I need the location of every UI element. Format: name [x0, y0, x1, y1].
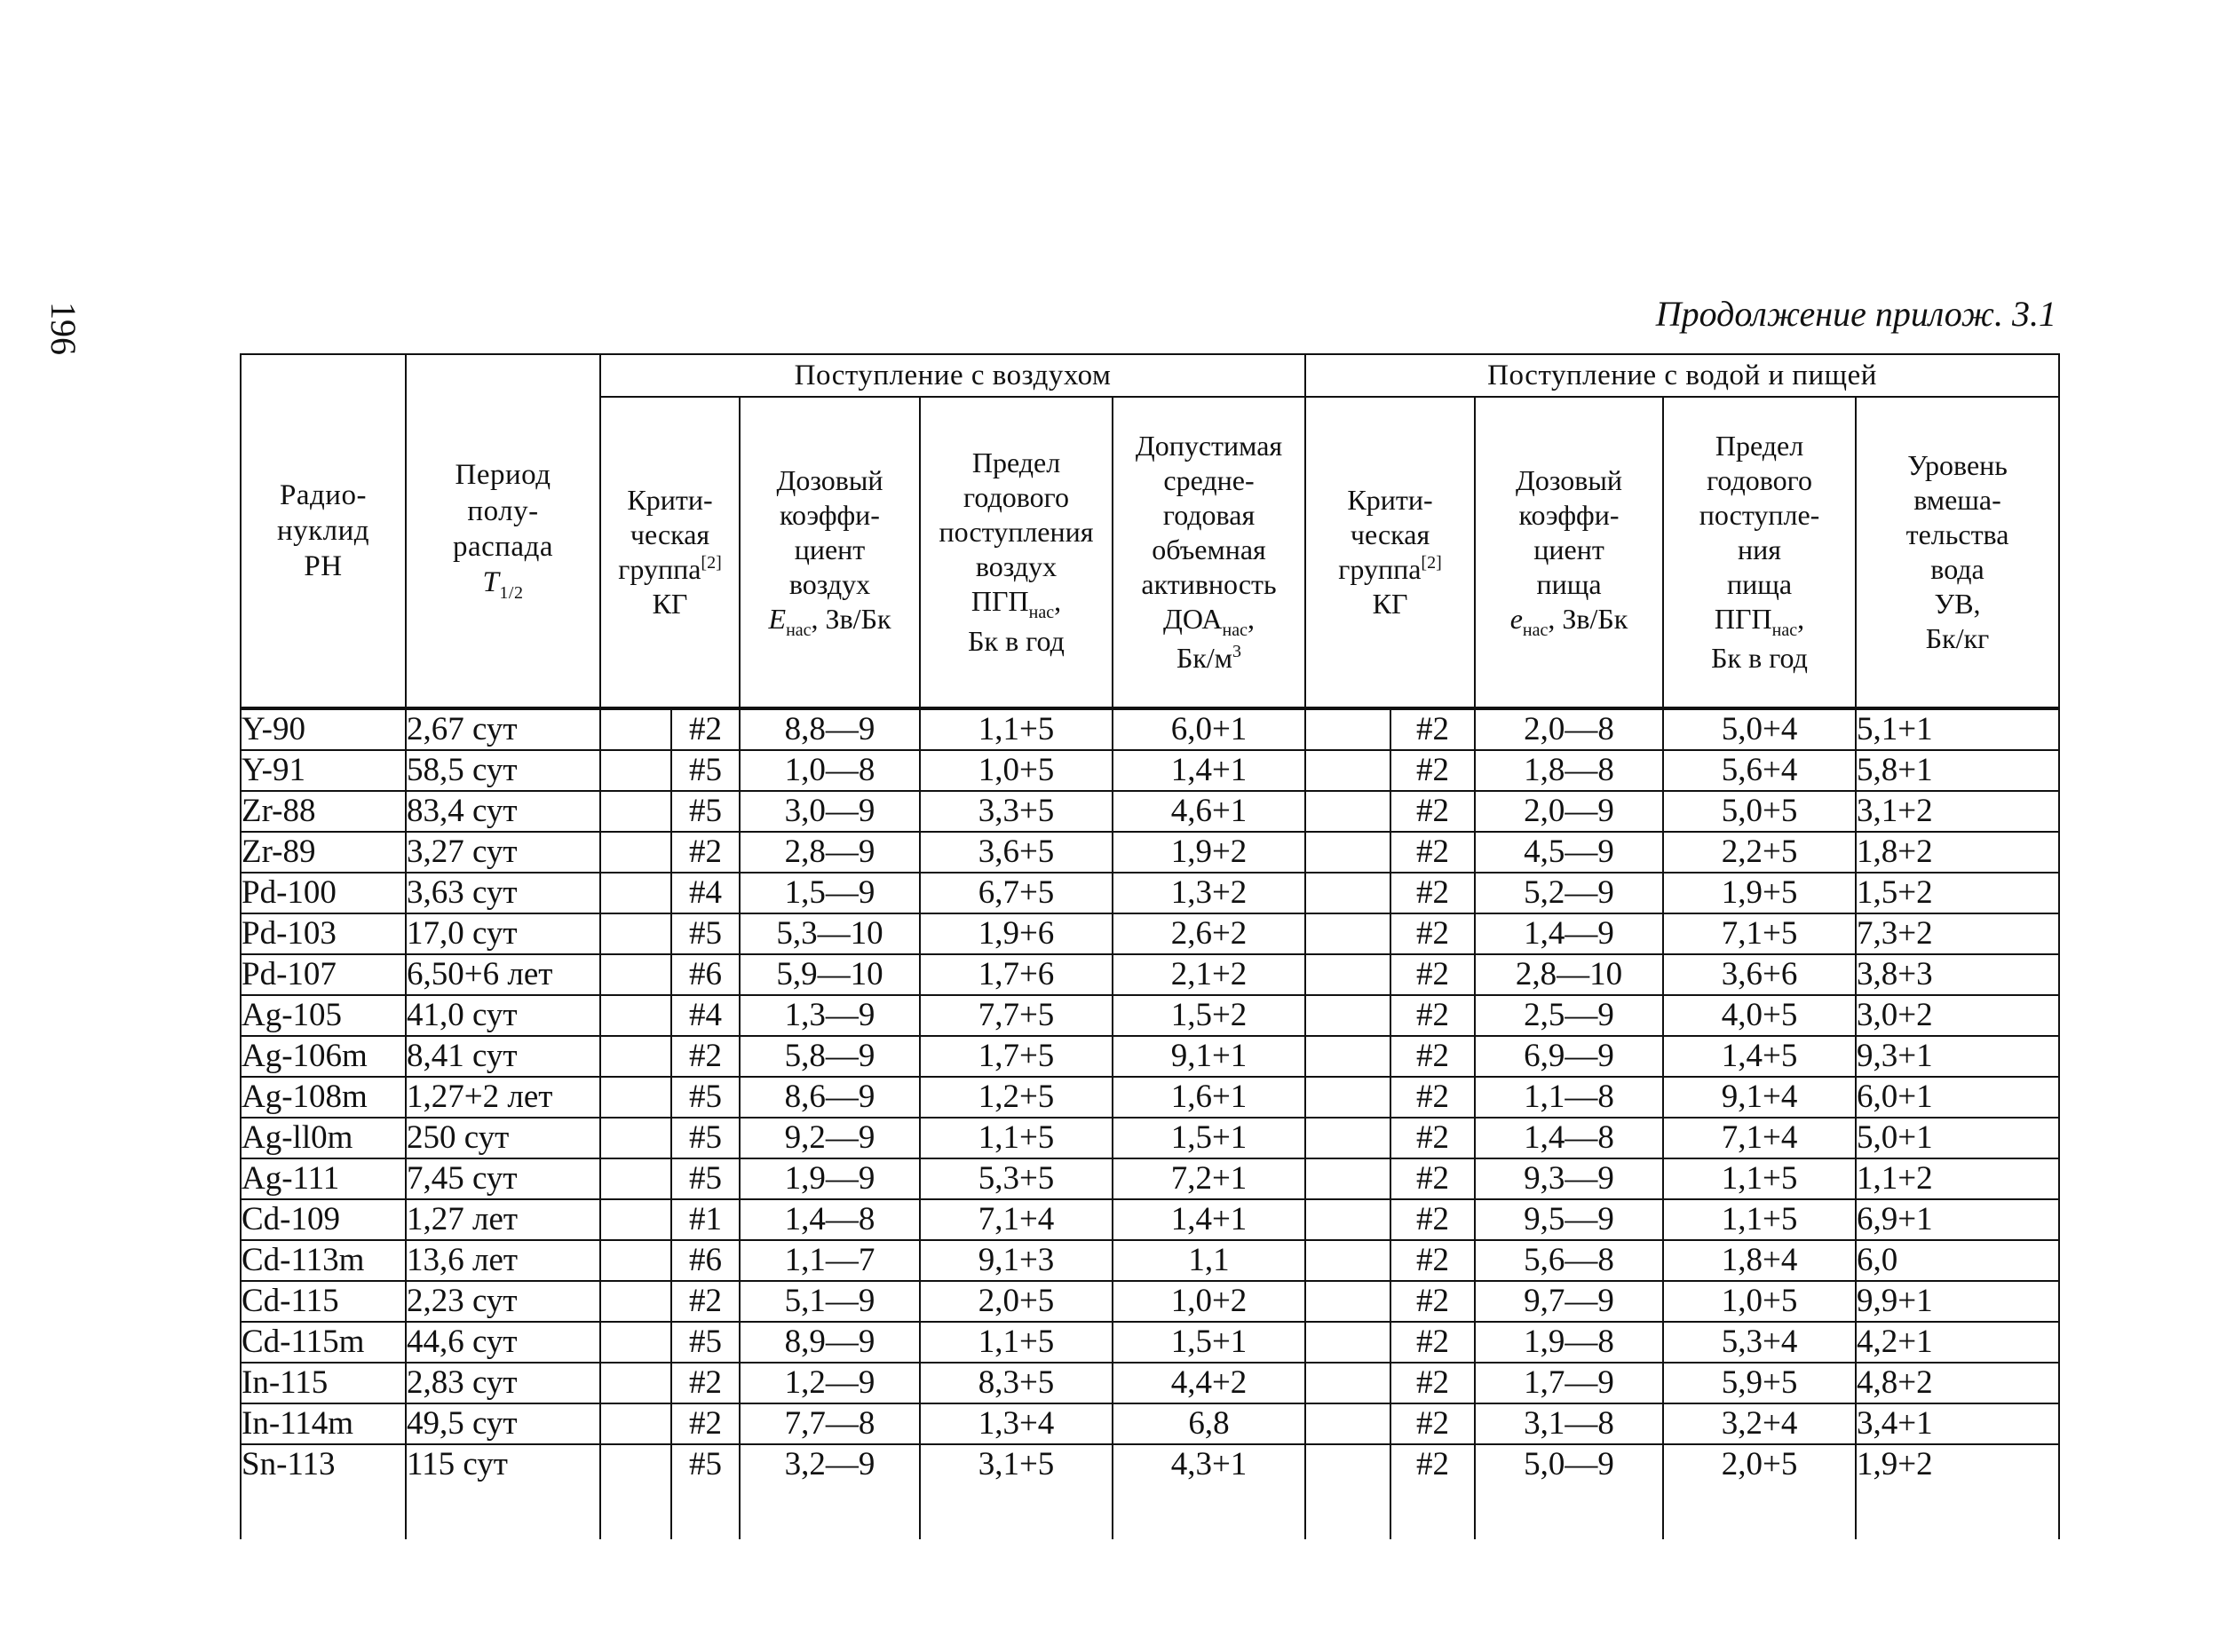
cell-intervention-level: 6,0 — [1856, 1240, 2059, 1281]
cell-half-life: 250 сут — [406, 1118, 600, 1158]
tail-cell — [406, 1484, 600, 1539]
cell-half-life: 6,50+6 лет — [406, 954, 600, 995]
cell-intake-limit-food: 3,6+6 — [1663, 954, 1856, 995]
cell-intake-limit-air: 9,1+3 — [920, 1240, 1113, 1281]
cell-dose-coef-air: 1,9—9 — [740, 1158, 920, 1199]
cell-dose-coef-food: 6,9—9 — [1475, 1036, 1663, 1077]
cell-intervention-level: 6,9+1 — [1856, 1199, 2059, 1240]
cell-dose-coef-air: 1,3—9 — [740, 995, 920, 1036]
cell-spacer — [600, 913, 671, 954]
cell-intervention-level: 6,0+1 — [1856, 1077, 2059, 1118]
cell-spacer — [600, 1240, 671, 1281]
cell-intervention-level: 3,0+2 — [1856, 995, 2059, 1036]
cell-crit-group-water: #2 — [1390, 1036, 1475, 1077]
cell-nuclide: In-114m — [241, 1403, 406, 1444]
cell-dose-coef-air: 5,3—10 — [740, 913, 920, 954]
cell-intervention-level: 1,5+2 — [1856, 873, 2059, 913]
cell-dose-coef-food: 1,7—9 — [1475, 1363, 1663, 1403]
cell-intake-limit-food: 2,2+5 — [1663, 832, 1856, 873]
cell-half-life: 8,41 сут — [406, 1036, 600, 1077]
cell-intervention-level: 7,3+2 — [1856, 913, 2059, 954]
cell-crit-group-air: #2 — [671, 708, 740, 750]
cell-intake-limit-air: 2,0+5 — [920, 1281, 1113, 1322]
cell-spacer — [1305, 1158, 1390, 1199]
table-row — [241, 1118, 2059, 1158]
cell-nuclide: Cd-109 — [241, 1199, 406, 1240]
cell-allowed-activity: 1,5+2 — [1113, 995, 1305, 1036]
cell-intervention-level: 5,0+1 — [1856, 1118, 2059, 1158]
cell-allowed-activity: 1,9+2 — [1113, 832, 1305, 873]
cell-intake-limit-air: 1,7+6 — [920, 954, 1113, 995]
cell-spacer — [600, 1077, 671, 1118]
cell-intake-limit-air: 5,3+5 — [920, 1158, 1113, 1199]
cell-intake-limit-food: 1,1+5 — [1663, 1199, 1856, 1240]
cell-intervention-level: 9,3+1 — [1856, 1036, 2059, 1077]
cell-crit-group-water: #2 — [1390, 1444, 1475, 1484]
cell-allowed-activity: 6,0+1 — [1113, 708, 1305, 750]
cell-spacer — [600, 873, 671, 913]
cell-spacer — [600, 750, 671, 791]
cell-nuclide: Ag-108m — [241, 1077, 406, 1118]
cell-spacer — [1305, 708, 1390, 750]
cell-half-life: 83,4 сут — [406, 791, 600, 832]
cell-spacer — [1305, 750, 1390, 791]
cell-crit-group-water: #2 — [1390, 1077, 1475, 1118]
cell-dose-coef-food: 2,0—9 — [1475, 791, 1663, 832]
cell-intake-limit-food: 1,9+5 — [1663, 873, 1856, 913]
cell-dose-coef-food: 5,0—9 — [1475, 1444, 1663, 1484]
cell-spacer — [1305, 1036, 1390, 1077]
cell-intervention-level: 1,9+2 — [1856, 1444, 2059, 1484]
cell-crit-group-air: #4 — [671, 873, 740, 913]
cell-allowed-activity: 6,8 — [1113, 1403, 1305, 1444]
cell-intake-limit-food: 4,0+5 — [1663, 995, 1856, 1036]
cell-crit-group-air: #5 — [671, 791, 740, 832]
cell-allowed-activity: 9,1+1 — [1113, 1036, 1305, 1077]
cell-half-life: 2,83 сут — [406, 1363, 600, 1403]
cell-intake-limit-air: 6,7+5 — [920, 873, 1113, 913]
table-row — [241, 1240, 2059, 1281]
cell-crit-group-water: #2 — [1390, 1158, 1475, 1199]
cell-dose-coef-air: 3,0—9 — [740, 791, 920, 832]
cell-spacer — [600, 708, 671, 750]
cell-crit-group-air: #2 — [671, 1036, 740, 1077]
cell-half-life: 1,27+2 лет — [406, 1077, 600, 1118]
cell-intake-limit-air: 8,3+5 — [920, 1363, 1113, 1403]
cell-spacer — [1305, 1444, 1390, 1484]
cell-half-life: 1,27 лет — [406, 1199, 600, 1240]
cell-dose-coef-air: 1,2—9 — [740, 1363, 920, 1403]
table-body — [241, 708, 2059, 1539]
cell-nuclide: Cd-115m — [241, 1322, 406, 1363]
header-intake-limit-air: Предел годового поступления воздух $ПГП_{нас}$, Бк в год — [920, 397, 1113, 708]
cell-dose-coef-food: 2,0—8 — [1475, 708, 1663, 750]
cell-spacer — [600, 954, 671, 995]
table-row — [241, 873, 2059, 913]
cell-dose-coef-food: 5,2—9 — [1475, 873, 1663, 913]
cell-intervention-level: 3,8+3 — [1856, 954, 2059, 995]
table-row — [241, 913, 2059, 954]
cell-allowed-activity: 1,5+1 — [1113, 1118, 1305, 1158]
cell-spacer — [600, 1199, 671, 1240]
cell-nuclide: Zr-88 — [241, 791, 406, 832]
table-row — [241, 708, 2059, 750]
cell-intervention-level: 4,2+1 — [1856, 1322, 2059, 1363]
cell-crit-group-water: #2 — [1390, 832, 1475, 873]
cell-dose-coef-air: 8,6—9 — [740, 1077, 920, 1118]
cell-dose-coef-food: 3,1—8 — [1475, 1403, 1663, 1444]
cell-half-life: 58,5 сут — [406, 750, 600, 791]
cell-dose-coef-air: 7,7—8 — [740, 1403, 920, 1444]
cell-dose-coef-air: 2,8—9 — [740, 832, 920, 873]
table-row — [241, 1077, 2059, 1118]
cell-intervention-level: 5,8+1 — [1856, 750, 2059, 791]
cell-half-life: 13,6 лет — [406, 1240, 600, 1281]
cell-intervention-level: 3,4+1 — [1856, 1403, 2059, 1444]
group-header-row — [241, 354, 2059, 397]
header-crit-group-water: Крити- ческая группа[2] КГ — [1305, 397, 1475, 708]
cell-intervention-level: 1,8+2 — [1856, 832, 2059, 873]
cell-intervention-level: 4,8+2 — [1856, 1363, 2059, 1403]
cell-dose-coef-food: 1,4—8 — [1475, 1118, 1663, 1158]
table-row — [241, 1403, 2059, 1444]
cell-dose-coef-air: 8,9—9 — [740, 1322, 920, 1363]
cell-crit-group-water: #2 — [1390, 1240, 1475, 1281]
tail-cell — [1390, 1484, 1475, 1539]
cell-intake-limit-food: 5,0+4 — [1663, 708, 1856, 750]
page-number: 196 — [44, 302, 83, 355]
cell-intake-limit-food: 5,0+5 — [1663, 791, 1856, 832]
tail-cell — [1856, 1484, 2059, 1539]
cell-allowed-activity: 2,1+2 — [1113, 954, 1305, 995]
table-row — [241, 995, 2059, 1036]
cell-crit-group-air: #2 — [671, 1281, 740, 1322]
cell-crit-group-air: #2 — [671, 1363, 740, 1403]
cell-nuclide: Pd-103 — [241, 913, 406, 954]
cell-nuclide: Y-90 — [241, 708, 406, 750]
cell-spacer — [600, 791, 671, 832]
cell-spacer — [600, 1403, 671, 1444]
cell-half-life: 7,45 сут — [406, 1158, 600, 1199]
cell-intake-limit-air: 1,1+5 — [920, 1322, 1113, 1363]
cell-spacer — [600, 1036, 671, 1077]
cell-dose-coef-food: 4,5—9 — [1475, 832, 1663, 873]
cell-dose-coef-air: 5,1—9 — [740, 1281, 920, 1322]
cell-spacer — [1305, 1403, 1390, 1444]
cell-crit-group-water: #2 — [1390, 1403, 1475, 1444]
cell-nuclide: Ag-106m — [241, 1036, 406, 1077]
cell-dose-coef-food: 2,5—9 — [1475, 995, 1663, 1036]
cell-intake-limit-air: 1,0+5 — [920, 750, 1113, 791]
cell-crit-group-air: #5 — [671, 1077, 740, 1118]
cell-crit-group-water: #2 — [1390, 1199, 1475, 1240]
cell-dose-coef-food: 9,3—9 — [1475, 1158, 1663, 1199]
cell-spacer — [1305, 1240, 1390, 1281]
cell-half-life: 3,63 сут — [406, 873, 600, 913]
cell-crit-group-air: #4 — [671, 995, 740, 1036]
cell-intake-limit-food: 7,1+4 — [1663, 1118, 1856, 1158]
cell-allowed-activity: 1,3+2 — [1113, 873, 1305, 913]
cell-crit-group-water: #2 — [1390, 995, 1475, 1036]
cell-intervention-level: 1,1+2 — [1856, 1158, 2059, 1199]
table-row — [241, 1444, 2059, 1484]
cell-nuclide: Ag-111 — [241, 1158, 406, 1199]
cell-crit-group-water: #2 — [1390, 750, 1475, 791]
group-air: Поступление с воздухом — [600, 354, 1305, 397]
table-row — [241, 1158, 2059, 1199]
cell-intervention-level: 9,9+1 — [1856, 1281, 2059, 1322]
cell-spacer — [1305, 1118, 1390, 1158]
cell-spacer — [1305, 1281, 1390, 1322]
cell-dose-coef-air: 3,2—9 — [740, 1444, 920, 1484]
cell-allowed-activity: 1,0+2 — [1113, 1281, 1305, 1322]
cell-half-life: 41,0 сут — [406, 995, 600, 1036]
cell-intake-limit-food: 5,9+5 — [1663, 1363, 1856, 1403]
cell-dose-coef-food: 5,6—8 — [1475, 1240, 1663, 1281]
cell-intake-limit-food: 1,1+5 — [1663, 1158, 1856, 1199]
cell-spacer — [1305, 1199, 1390, 1240]
cell-intake-limit-air: 1,1+5 — [920, 1118, 1113, 1158]
cell-dose-coef-air: 1,4—8 — [740, 1199, 920, 1240]
cell-half-life: 2,67 сут — [406, 708, 600, 750]
cell-spacer — [1305, 1077, 1390, 1118]
cell-spacer — [1305, 913, 1390, 954]
cell-intake-limit-air: 1,3+4 — [920, 1403, 1113, 1444]
cell-dose-coef-food: 1,1—8 — [1475, 1077, 1663, 1118]
cell-spacer — [1305, 791, 1390, 832]
header-nuclide: Радио- нуклид РН — [241, 354, 406, 708]
table-row — [241, 1363, 2059, 1403]
cell-nuclide: Ag-105 — [241, 995, 406, 1036]
cell-half-life: 115 сут — [406, 1444, 600, 1484]
cell-intake-limit-air: 7,1+4 — [920, 1199, 1113, 1240]
cell-intake-limit-food: 3,2+4 — [1663, 1403, 1856, 1444]
tail-cell — [241, 1484, 406, 1539]
cell-allowed-activity: 1,6+1 — [1113, 1077, 1305, 1118]
cell-allowed-activity: 1,4+1 — [1113, 750, 1305, 791]
cell-allowed-activity: 4,6+1 — [1113, 791, 1305, 832]
cell-allowed-activity: 4,3+1 — [1113, 1444, 1305, 1484]
cell-dose-coef-air: 1,1—7 — [740, 1240, 920, 1281]
cell-spacer — [1305, 954, 1390, 995]
cell-crit-group-air: #5 — [671, 1444, 740, 1484]
header-allowed-activity: Допустимая средне- годовая объемная активность $ДОА_{нас}$, $Бк/м^3$ — [1113, 397, 1305, 708]
cell-nuclide: In-115 — [241, 1363, 406, 1403]
cell-crit-group-water: #2 — [1390, 1363, 1475, 1403]
cell-intake-limit-food: 1,8+4 — [1663, 1240, 1856, 1281]
cell-intake-limit-air: 1,7+5 — [920, 1036, 1113, 1077]
table-row — [241, 954, 2059, 995]
cell-spacer — [1305, 995, 1390, 1036]
cell-intake-limit-air: 1,9+6 — [920, 913, 1113, 954]
tail-cell — [1663, 1484, 1856, 1539]
cell-intake-limit-air: 3,1+5 — [920, 1444, 1113, 1484]
cell-crit-group-water: #2 — [1390, 954, 1475, 995]
table-row — [241, 1322, 2059, 1363]
cell-dose-coef-food: 1,4—9 — [1475, 913, 1663, 954]
cell-intake-limit-food: 2,0+5 — [1663, 1444, 1856, 1484]
cell-crit-group-air: #5 — [671, 1322, 740, 1363]
cell-nuclide: Pd-107 — [241, 954, 406, 995]
header-half-life: Период полу- распада $T_{1/2}$ — [406, 354, 600, 708]
cell-spacer — [1305, 1363, 1390, 1403]
cell-nuclide: Zr-89 — [241, 832, 406, 873]
tail-cell — [1475, 1484, 1663, 1539]
header-dose-coef-air: Дозовый коэффи- циент воздух $E_{нас}$, Зв/Бк — [740, 397, 920, 708]
cell-intake-limit-air: 7,7+5 — [920, 995, 1113, 1036]
cell-spacer — [600, 1281, 671, 1322]
cell-allowed-activity: 2,6+2 — [1113, 913, 1305, 954]
tail-cell — [671, 1484, 740, 1539]
cell-dose-coef-air: 5,9—10 — [740, 954, 920, 995]
header-intervention-level: Уровень вмеша- тельства вода УВ, Бк/кг — [1856, 397, 2059, 708]
cell-spacer — [1305, 1322, 1390, 1363]
cell-crit-group-water: #2 — [1390, 1322, 1475, 1363]
cell-crit-group-air: #5 — [671, 1158, 740, 1199]
cell-nuclide: Ag-ll0m — [241, 1118, 406, 1158]
cell-spacer — [1305, 873, 1390, 913]
table-row — [241, 1281, 2059, 1322]
header-dose-coef-food: Дозовый коэффи- циент пища $e_{нас}$, Зв/Бк — [1475, 397, 1663, 708]
cell-half-life: 2,23 сут — [406, 1281, 600, 1322]
cell-nuclide: Pd-100 — [241, 873, 406, 913]
cell-intake-limit-food: 1,0+5 — [1663, 1281, 1856, 1322]
cell-spacer — [600, 995, 671, 1036]
cell-nuclide: Y-91 — [241, 750, 406, 791]
cell-crit-group-water: #2 — [1390, 1281, 1475, 1322]
cell-nuclide: Cd-115 — [241, 1281, 406, 1322]
tail-cell — [740, 1484, 920, 1539]
cell-allowed-activity: 1,5+1 — [1113, 1322, 1305, 1363]
cell-dose-coef-food: 2,8—10 — [1475, 954, 1663, 995]
cell-nuclide: Cd-113m — [241, 1240, 406, 1281]
group-water-food: Поступление с водой и пищей — [1305, 354, 2059, 397]
cell-dose-coef-air: 8,8—9 — [740, 708, 920, 750]
cell-half-life: 44,6 сут — [406, 1322, 600, 1363]
cell-intervention-level: 3,1+2 — [1856, 791, 2059, 832]
cell-intake-limit-food: 5,6+4 — [1663, 750, 1856, 791]
cell-crit-group-air: #6 — [671, 954, 740, 995]
cell-intake-limit-food: 7,1+5 — [1663, 913, 1856, 954]
cell-crit-group-air: #5 — [671, 750, 740, 791]
cell-dose-coef-air: 1,0—8 — [740, 750, 920, 791]
cell-dose-coef-food: 1,8—8 — [1475, 750, 1663, 791]
cell-dose-coef-food: 9,5—9 — [1475, 1199, 1663, 1240]
cell-dose-coef-food: 1,9—8 — [1475, 1322, 1663, 1363]
cell-spacer — [600, 1158, 671, 1199]
cell-allowed-activity: 4,4+2 — [1113, 1363, 1305, 1403]
table-tail — [241, 1484, 2059, 1539]
cell-intake-limit-air: 3,6+5 — [920, 832, 1113, 873]
data-table — [240, 353, 2060, 1539]
cell-spacer — [600, 1444, 671, 1484]
cell-intake-limit-food: 9,1+4 — [1663, 1077, 1856, 1118]
cell-crit-group-air: #5 — [671, 1118, 740, 1158]
cell-half-life: 17,0 сут — [406, 913, 600, 954]
cell-intake-limit-air: 1,1+5 — [920, 708, 1113, 750]
cell-intake-limit-food: 5,3+4 — [1663, 1322, 1856, 1363]
cell-crit-group-air: #6 — [671, 1240, 740, 1281]
cell-intake-limit-air: 1,2+5 — [920, 1077, 1113, 1118]
tail-cell — [1305, 1484, 1390, 1539]
cell-intervention-level: 5,1+1 — [1856, 708, 2059, 750]
cell-spacer — [600, 832, 671, 873]
table-row — [241, 1199, 2059, 1240]
cell-allowed-activity: 1,1 — [1113, 1240, 1305, 1281]
cell-crit-group-air: #5 — [671, 913, 740, 954]
cell-crit-group-air: #2 — [671, 832, 740, 873]
cell-crit-group-water: #2 — [1390, 913, 1475, 954]
header-intake-limit-food: Предел годового поступле- ния пища $ПГП_{нас}$, Бк в год — [1663, 397, 1856, 708]
cell-dose-coef-air: 5,8—9 — [740, 1036, 920, 1077]
cell-spacer — [600, 1363, 671, 1403]
header-crit-group-air: Крити- ческая группа[2] КГ — [600, 397, 740, 708]
cell-crit-group-water: #2 — [1390, 873, 1475, 913]
cell-spacer — [600, 1118, 671, 1158]
tail-cell — [600, 1484, 671, 1539]
cell-dose-coef-air: 9,2—9 — [740, 1118, 920, 1158]
table-row — [241, 1036, 2059, 1077]
table-row — [241, 791, 2059, 832]
table-row — [241, 832, 2059, 873]
cell-crit-group-air: #1 — [671, 1199, 740, 1240]
tail-cell — [1113, 1484, 1305, 1539]
cell-half-life: 3,27 сут — [406, 832, 600, 873]
cell-dose-coef-air: 1,5—9 — [740, 873, 920, 913]
cell-nuclide: Sn-113 — [241, 1444, 406, 1484]
cell-intake-limit-air: 3,3+5 — [920, 791, 1113, 832]
cell-allowed-activity: 1,4+1 — [1113, 1199, 1305, 1240]
tail-cell — [920, 1484, 1113, 1539]
cell-spacer — [600, 1322, 671, 1363]
continuation-caption: Продолжение прилож. 3.1 — [1655, 294, 2056, 334]
cell-crit-group-water: #2 — [1390, 1118, 1475, 1158]
cell-crit-group-air: #2 — [671, 1403, 740, 1444]
cell-half-life: 49,5 сут — [406, 1403, 600, 1444]
cell-dose-coef-food: 9,7—9 — [1475, 1281, 1663, 1322]
cell-allowed-activity: 7,2+1 — [1113, 1158, 1305, 1199]
table-row — [241, 750, 2059, 791]
cell-crit-group-water: #2 — [1390, 791, 1475, 832]
cell-spacer — [1305, 832, 1390, 873]
cell-crit-group-water: #2 — [1390, 708, 1475, 750]
cell-intake-limit-food: 1,4+5 — [1663, 1036, 1856, 1077]
